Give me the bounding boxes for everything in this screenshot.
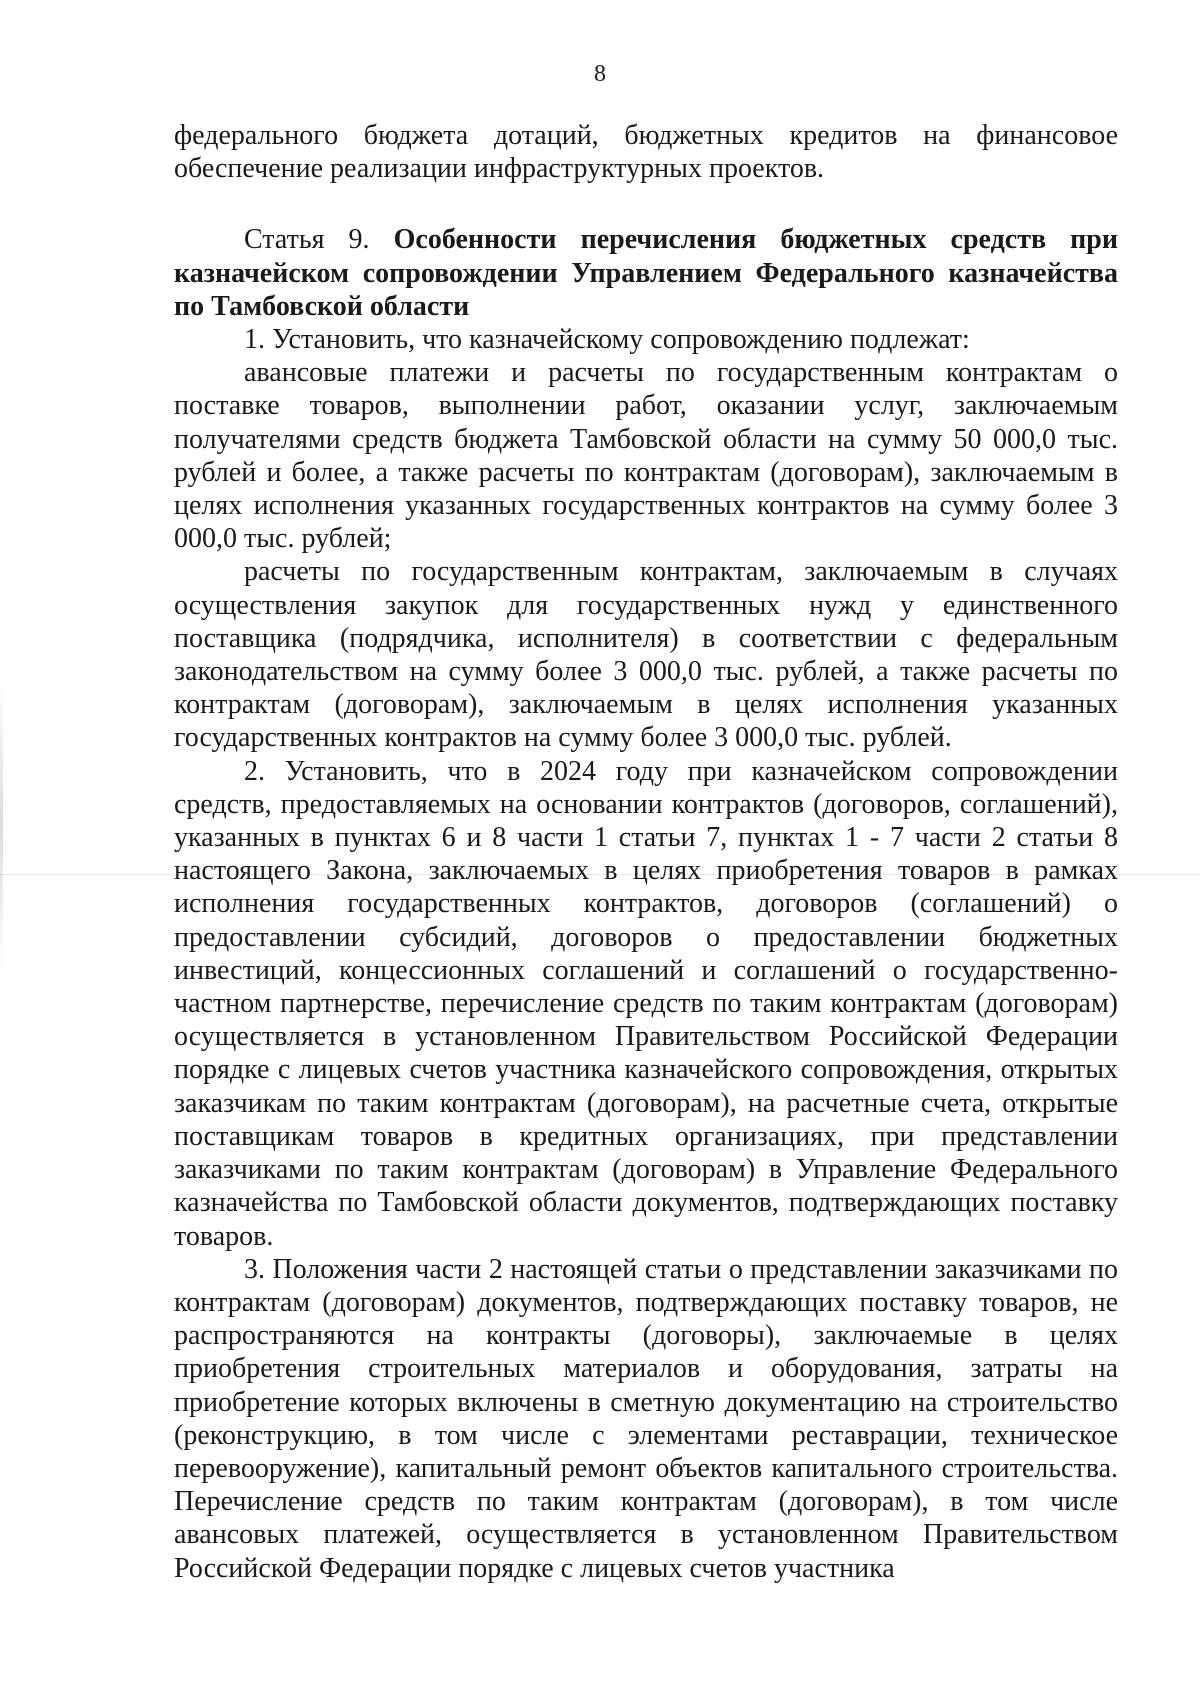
- article-heading: [174, 223, 1118, 323]
- paragraph-clause-1: 1. Установить, что казначейскому сопровождению подлежат:: [244, 324, 970, 356]
- article-title: Особенности перечисления бюджетных средств при казначейском сопровождении Управлением Федерального казначейства по Тамбовской области: [174, 224, 1118, 322]
- paragraph-advance-payments: авансовые платежи и расчеты по государственным контрактам о поставке товаров, выполнении работ, оказании услуг, заключаемым получателями средств бюджета Тамбовской области на сумму 50 000,0 тыс. рублей и более, а также расчеты по контрактам (договорам), заключаемым в целях исполнения указанных государственных контрактов на сумму более 3 000,0 тыс. рублей;: [174, 357, 1118, 555]
- article-prefix: Статья 9.: [244, 224, 394, 256]
- paragraph-continuation: федерального бюджета дотаций, бюджетных кредитов на финансовое обеспечение реализации инфраструктурных проектов.: [174, 120, 1118, 185]
- page-number: 8: [594, 61, 606, 87]
- paragraph-single-supplier: расчеты по государственным контрактам, заключаемым в случаях осуществления закупок для государственных нужд у единственного поставщика (подрядчика, исполнителя) в соответствии с федеральным законодательством на сумму более 3 000,0 тыс. рублей, а также расчеты по контрактам (договорам), заключаемым в целях исполнения указанных государственных контрактов на сумму более 3 000,0 тыс. рублей.: [174, 556, 1118, 754]
- document-body: [174, 119, 1118, 1585]
- paragraph-clause-3: 3. Положения части 2 настоящей статьи о представлении заказчиками по контрактам (договорам) документов, подтверждающих поставку товаров, не распространяются на контракты (договоры), заключаемые в целях приобретения строительных материалов и оборудования, затраты на приобретение которых включены в сметную документацию на строительство (реконструкцию, в том числе с элементами реставрации, техническое перевооружение), капитальный ремонт объектов капитального строительства. Перечисление средств по таким контрактам (договорам), в том числе авансовых платежей, осуществляется в установленном Правительством Российской Федерации порядке с лицевых счетов участника: [174, 1253, 1118, 1584]
- scan-edge-artifact: [0, 680, 3, 970]
- paragraph-clause-2: 2. Установить, что в 2024 году при казначейском сопровождении средств, предоставляемых на основании контрактов (договоров, соглашений), указанных в пунктах 6 и 8 части 1 статьи 7, пунктах 1 - 7 части 2 статьи 8 настоящего Закона, заключаемых в целях приобретения товаров в рамках исполнения государственных контрактов, договоров (соглашений) о предоставлении субсидий, договоров о предоставлении бюджетных инвестиций, концессионных соглашений и соглашений о государственно-частном партнерстве, перечисление средств по таким контрактам (договорам) осуществляется в установленном Правительством Российской Федерации порядке с лицевых счетов участника казначейского сопровождения, открытых заказчикам по таким контрактам (договорам), на расчетные счета, открытые поставщикам товаров в кредитных организациях, при представлении заказчиками по таким контрактам (договорам) в Управление Федерального казначейства по Тамбовской области документов, подтверждающих поставку товаров.: [174, 755, 1118, 1252]
